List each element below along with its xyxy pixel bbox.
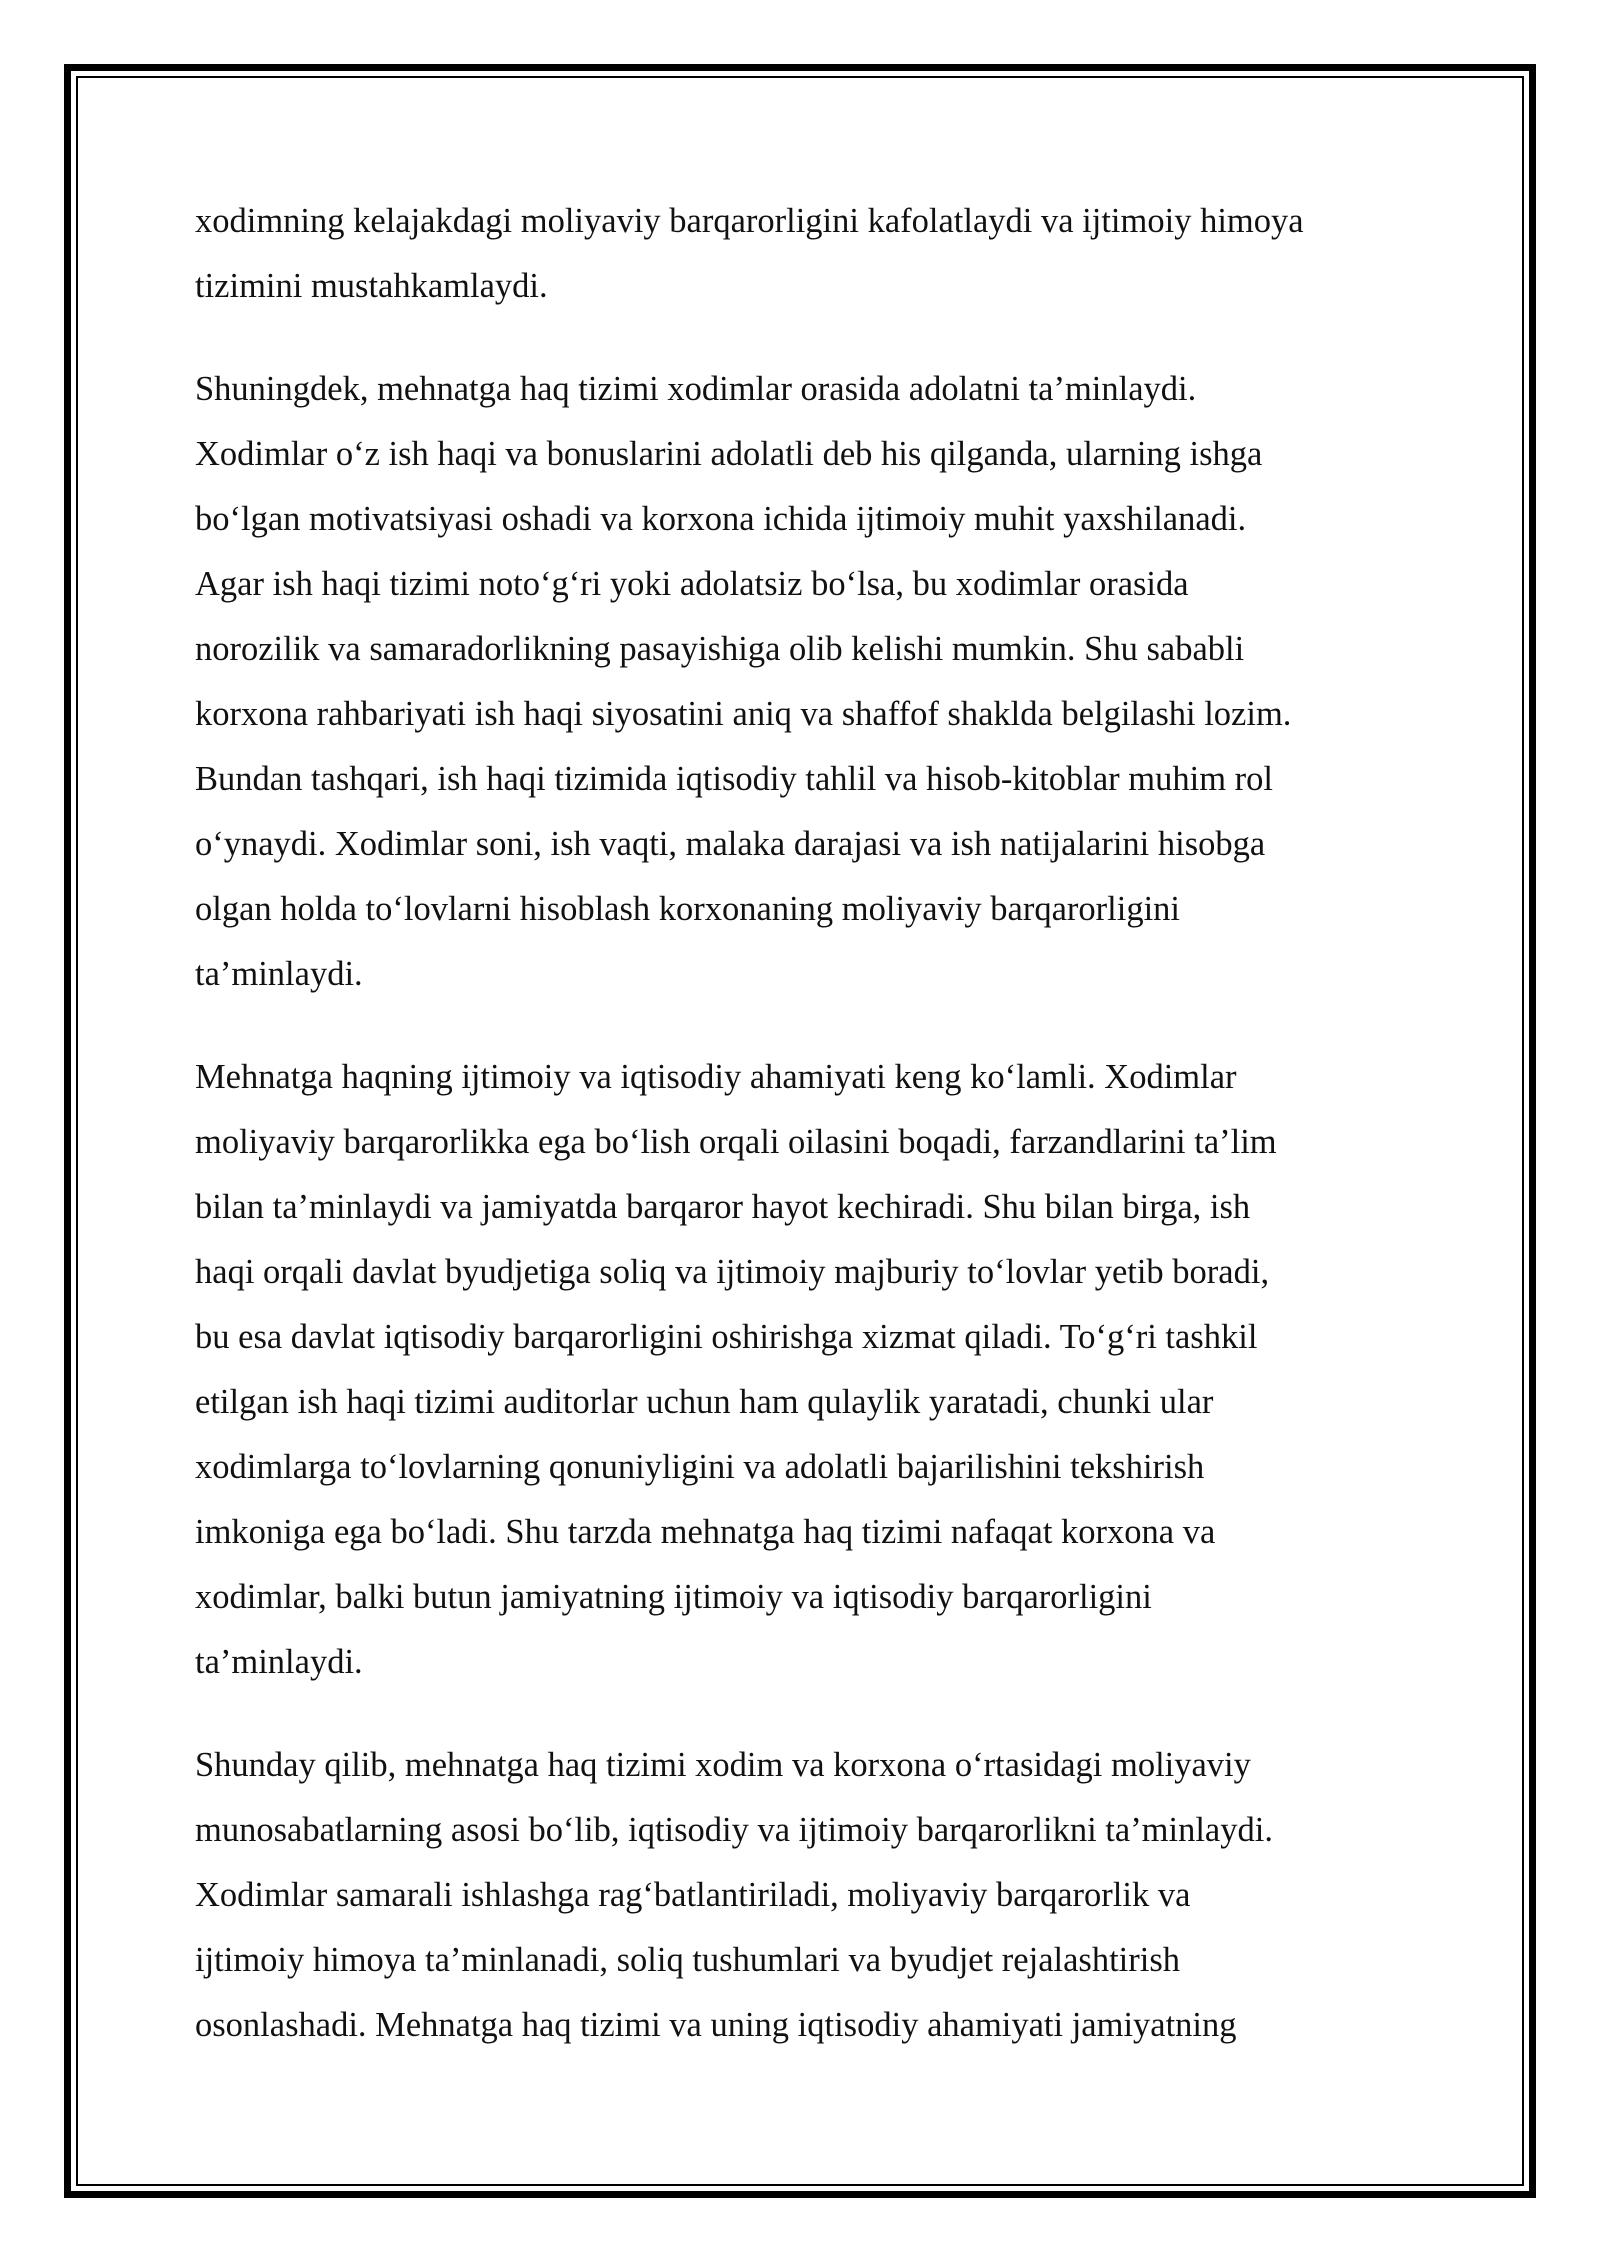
- document-body: [195, 189, 1425, 2096]
- text-line: ta’minlaydi.: [195, 955, 363, 993]
- text-line: Shunday qilib, mehnatga haq tizimi xodim va korxona o‘rtasidagi moliyaviy: [195, 1746, 1251, 1784]
- text-line: moliyaviy barqarorlikka ega bo‘lish orqali oilasini boqadi, farzandlarini ta’lim: [195, 1123, 1277, 1161]
- text-line: Xodimlar o‘z ish haqi va bonuslarini adolatli deb his qilganda, ularning ishga: [195, 435, 1263, 473]
- text-line: bo‘lgan motivatsiyasi oshadi va korxona ichida ijtimoiy muhit yaxshilanadi.: [195, 500, 1247, 538]
- text-line: olgan holda to‘lovlarni hisoblash korxonaning moliyaviy barqarorligini: [195, 890, 1180, 928]
- paragraph-3: [195, 1045, 1425, 1695]
- text-line: ta’minlaydi.: [195, 1643, 363, 1681]
- text-line: xodimlarga to‘lovlarning qonuniyligini va adolatli bajarilishini tekshirish: [195, 1448, 1205, 1486]
- text-line: o‘ynaydi. Xodimlar soni, ish vaqti, malaka darajasi va ish natijalarini hisobga: [195, 825, 1266, 863]
- text-line: Mehnatga haqning ijtimoiy va iqtisodiy ahamiyati keng ko‘lamli. Xodimlar: [195, 1058, 1237, 1096]
- text-line: Xodimlar samarali ishlashga rag‘batlantiriladi, moliyaviy barqarorlik va: [195, 1876, 1191, 1914]
- text-line: osonlashadi. Mehnatga haq tizimi va uning iqtisodiy ahamiyati jamiyatning: [195, 2006, 1237, 2044]
- text-line: bilan ta’minlaydi va jamiyatda barqaror hayot kechiradi. Shu bilan birga, ish: [195, 1188, 1251, 1226]
- paragraph-1: [195, 189, 1425, 319]
- text-line: Shuningdek, mehnatga haq tizimi xodimlar orasida adolatni ta’minlaydi.: [195, 370, 1197, 408]
- text-line: xodimning kelajakdagi moliyaviy barqarorligini kafolatlaydi va ijtimoiy himoya: [195, 202, 1304, 240]
- text-line: Bundan tashqari, ish haqi tizimida iqtisodiy tahlil va hisob-kitoblar muhim rol: [195, 760, 1273, 798]
- text-line: norozilik va samaradorlikning pasayishiga olib kelishi mumkin. Shu sababli: [195, 630, 1245, 668]
- text-line: tizimini mustahkamlaydi.: [195, 267, 548, 305]
- text-line: etilgan ish haqi tizimi auditorlar uchun ham qulaylik yaratadi, chunki ular: [195, 1383, 1214, 1421]
- paragraph-4: [195, 1733, 1425, 2058]
- text-line: korxona rahbariyati ish haqi siyosatini aniq va shaffof shaklda belgilashi lozim.: [195, 695, 1292, 733]
- text-line: munosabatlarning asosi bo‘lib, iqtisodiy va ijtimoiy barqarorlikni ta’minlaydi.: [195, 1811, 1273, 1849]
- text-line: haqi orqali davlat byudjetiga soliq va ijtimoiy majburiy to‘lovlar yetib boradi,: [195, 1253, 1270, 1291]
- text-line: bu esa davlat iqtisodiy barqarorligini oshirishga xizmat qiladi. To‘g‘ri tashkil: [195, 1318, 1258, 1356]
- text-line: Agar ish haqi tizimi noto‘g‘ri yoki adolatsiz bo‘lsa, bu xodimlar orasida: [195, 565, 1189, 603]
- text-line: ijtimoiy himoya ta’minlanadi, soliq tushumlari va byudjet rejalashtirish: [195, 1941, 1181, 1979]
- text-line: imkoniga ega bo‘ladi. Shu tarzda mehnatga haq tizimi nafaqat korxona va: [195, 1513, 1216, 1551]
- paragraph-2: [195, 357, 1425, 1007]
- text-line: xodimlar, balki butun jamiyatning ijtimoiy va iqtisodiy barqarorligini: [195, 1578, 1152, 1616]
